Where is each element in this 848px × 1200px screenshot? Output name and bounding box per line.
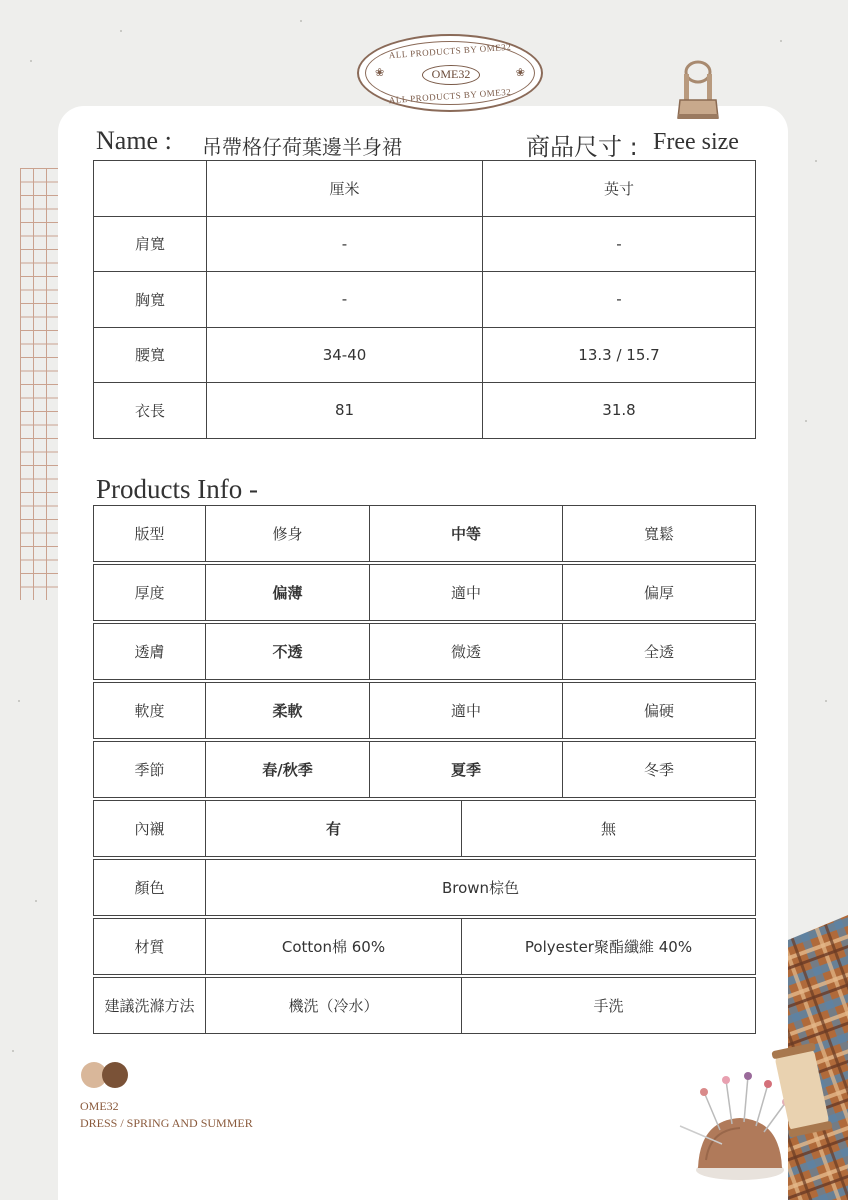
row-label: 內襯 [94,801,206,857]
option-cell: 適中 [370,565,563,621]
table-cell: 13.3 / 15.7 [483,327,756,383]
stamp-center-text: OME32 [422,65,480,85]
size-value: Free size [653,129,739,155]
option-cell: 有 [206,801,462,857]
row-label: 版型 [94,506,206,562]
option-cell: 修身 [206,506,370,562]
table-cell: - [483,272,756,328]
table-cell: 34-40 [207,327,483,383]
table-cell: - [207,216,483,272]
footer-subtitle: DRESS / SPRING AND SUMMER [80,1116,253,1130]
option-cell: 偏硬 [563,683,756,739]
binder-clip-icon [676,60,720,122]
info-row-table [93,859,756,916]
column-header [94,161,207,217]
table-row [94,383,756,439]
name-label: Name : [96,126,172,155]
row-label: 胸寬 [94,272,207,328]
table-cell: 81 [207,383,483,439]
info-row [94,860,756,916]
info-row [94,565,756,621]
color-swatch-dark [102,1062,128,1088]
info-row-table [93,741,756,798]
info-row-table [93,623,756,680]
option-cell: 春/秋季 [206,742,370,798]
table-row [94,216,756,272]
size-table [93,160,756,439]
option-cell: 微透 [370,624,563,680]
column-header: 英寸 [483,161,756,217]
products-info-title: Products Info - [96,474,258,504]
row-label: 肩寬 [94,216,207,272]
info-row [94,742,756,798]
column-header: 厘米 [207,161,483,217]
info-row [94,919,756,975]
info-row-table [93,977,756,1034]
row-label: 厚度 [94,565,206,621]
table-cell: 31.8 [483,383,756,439]
washing-cell: 手洗 [462,978,756,1034]
option-cell: 中等 [370,506,563,562]
option-cell: 不透 [206,624,370,680]
flower-icon: ❀ [515,66,525,79]
table-cell: - [483,216,756,272]
option-cell: 無 [462,801,756,857]
row-label: 季節 [94,742,206,798]
option-cell: 適中 [370,683,563,739]
washing-cell: 機洗（冷水） [206,978,462,1034]
table-cell: - [207,272,483,328]
table-header-row [94,161,756,217]
info-row [94,683,756,739]
brand-stamp [357,34,543,112]
row-label: 材質 [94,919,206,975]
material-cell: Polyester聚酯纖維 40% [462,919,756,975]
info-row [94,506,756,562]
info-row [94,978,756,1034]
row-label: 建議洗滌方法 [94,978,206,1034]
row-label: 衣長 [94,383,207,439]
color-value: Brown棕色 [206,860,756,916]
table-row [94,272,756,328]
info-row-table [93,505,756,562]
grid-paper-decoration [20,168,60,600]
size-label: 商品尺寸 : [526,133,638,161]
option-cell: 寬鬆 [563,506,756,562]
flower-icon: ❀ [375,66,385,79]
footer-brand: OME32 [80,1099,119,1113]
info-row-table [93,564,756,621]
option-cell: 全透 [563,624,756,680]
material-cell: Cotton棉 60% [206,919,462,975]
row-label: 腰寬 [94,327,207,383]
row-label: 軟度 [94,683,206,739]
row-label: 透膚 [94,624,206,680]
option-cell: 夏季 [370,742,563,798]
info-row [94,801,756,857]
stamp-top-text: ALL PRODUCTS BY OME32 [388,41,512,61]
info-row-table [93,918,756,975]
table-row [94,327,756,383]
option-cell: 偏薄 [206,565,370,621]
info-row-table [93,800,756,857]
option-cell: 柔軟 [206,683,370,739]
product-header [96,126,746,160]
stamp-bottom-text: ALL PRODUCTS BY OME32 [388,86,512,106]
row-label: 顏色 [94,860,206,916]
pincushion-icon [640,1040,840,1190]
option-cell: 冬季 [563,742,756,798]
info-row-table [93,682,756,739]
option-cell: 偏厚 [563,565,756,621]
product-name: 吊帶格仔荷葉邊半身裙 [202,135,402,159]
info-row [94,624,756,680]
